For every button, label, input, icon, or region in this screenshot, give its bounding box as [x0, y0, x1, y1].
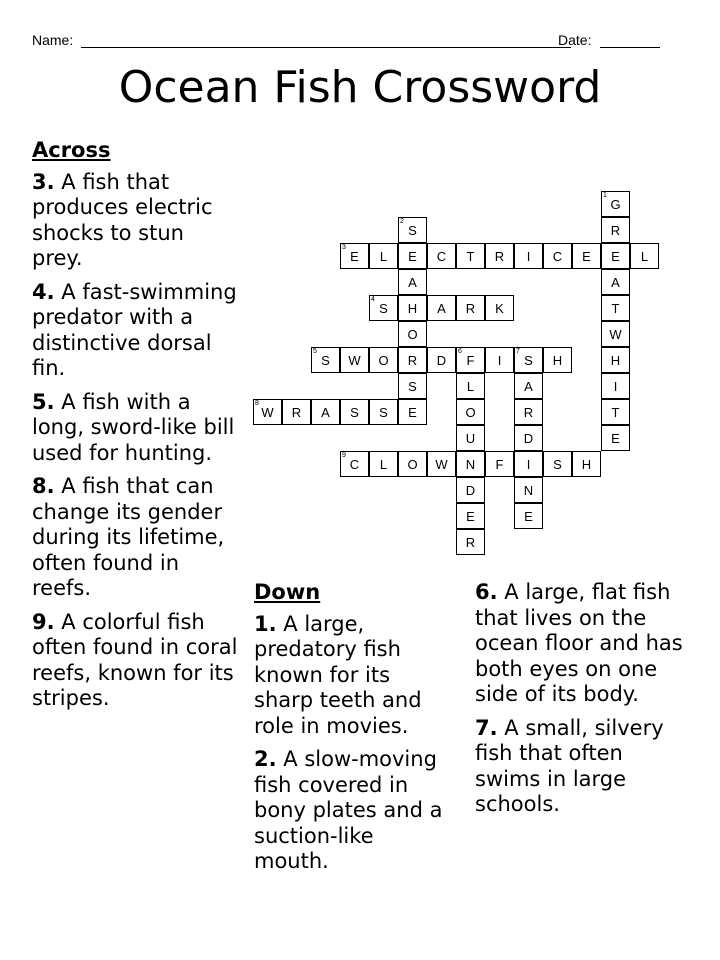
- grid-cell: [514, 477, 543, 503]
- grid-cell: [398, 451, 427, 477]
- clue-down-7: [475, 716, 690, 818]
- grid-cell: [369, 451, 398, 477]
- grid-cell: [514, 451, 543, 477]
- cell-letter: U: [465, 430, 476, 446]
- clue-text: A large, predatory fish known for its sharp teeth and role in movies.: [254, 611, 422, 738]
- cell-letter: I: [613, 378, 618, 394]
- grid-cell: [456, 503, 485, 529]
- clue-text: A small, silvery fish that often swims in large schools.: [475, 715, 664, 816]
- across-clues: [32, 138, 238, 720]
- cell-letter: S: [379, 300, 388, 316]
- cell-letter: W: [435, 456, 448, 472]
- cell-letter: D: [436, 352, 447, 368]
- cell-letter: A: [611, 274, 620, 290]
- cell-letter: E: [611, 430, 620, 446]
- cell-letter: R: [407, 352, 418, 368]
- cell-number: 3: [342, 244, 346, 251]
- clue-text: A slow-moving fish covered in bony plates and a suction-like mouth.: [254, 747, 443, 873]
- cell-letter: R: [465, 534, 476, 550]
- cell-letter: D: [465, 482, 476, 498]
- grid-cell: [601, 191, 630, 217]
- cell-letter: A: [524, 378, 533, 394]
- grid-cell: [253, 399, 282, 425]
- grid-cell: [369, 399, 398, 425]
- cell-letter: O: [407, 456, 418, 472]
- clue-text: A fish that can change its gender during its lifetime, often found in reefs.: [32, 474, 225, 600]
- cell-letter: H: [407, 300, 418, 316]
- grid-cell: [485, 295, 514, 321]
- cell-number: 2: [400, 218, 404, 225]
- grid-cell: [601, 243, 630, 269]
- grid-cell: [340, 243, 369, 269]
- cell-number: 7: [516, 348, 520, 355]
- cell-letter: I: [526, 248, 531, 264]
- cell-letter: T: [466, 248, 475, 264]
- grid-cell: [456, 243, 485, 269]
- cell-letter: E: [466, 508, 475, 524]
- grid-cell: [340, 399, 369, 425]
- cell-number: 6: [458, 348, 462, 355]
- clue-text: A colorful fish often found in coral reefs, known for its stripes.: [32, 609, 238, 710]
- clue-number: 6.: [475, 580, 498, 604]
- clue-text: A fish that produces electric shocks to stun prey.: [32, 169, 213, 270]
- cell-letter: L: [640, 248, 649, 264]
- grid-cell: [398, 217, 427, 243]
- cell-letter: O: [378, 352, 389, 368]
- cell-letter: R: [610, 222, 621, 238]
- grid-cell: [282, 399, 311, 425]
- cell-letter: C: [349, 456, 360, 472]
- grid-cell: [485, 243, 514, 269]
- grid-cell: [369, 243, 398, 269]
- cell-letter: S: [379, 404, 388, 420]
- cell-letter: N: [523, 482, 534, 498]
- cell-number: 4: [371, 296, 375, 303]
- cell-letter: S: [408, 222, 417, 238]
- cell-letter: C: [552, 248, 563, 264]
- page-title: Ocean Fish Crossword: [118, 62, 602, 113]
- cell-letter: H: [610, 352, 621, 368]
- grid-cell: [601, 399, 630, 425]
- cell-letter: K: [495, 300, 504, 316]
- cell-letter: C: [436, 248, 447, 264]
- grid-cell: [398, 399, 427, 425]
- grid-cell: [456, 373, 485, 399]
- clue-number: 5.: [32, 389, 55, 414]
- cell-letter: E: [350, 248, 359, 264]
- cell-number: 1: [603, 192, 607, 199]
- grid-cell: [398, 347, 427, 373]
- cell-letter: S: [553, 456, 562, 472]
- grid-cell: [630, 243, 659, 269]
- cell-letter: T: [611, 404, 620, 420]
- clue-across-3: [32, 170, 238, 272]
- clue-text: A fast-swimming predator with a distinctive dorsal fin.: [32, 279, 237, 380]
- grid-cell: [543, 243, 572, 269]
- grid-cell: [456, 529, 485, 555]
- grid-cell: [427, 295, 456, 321]
- grid-cell: [514, 425, 543, 451]
- grid-cell: [514, 399, 543, 425]
- grid-cell: [340, 451, 369, 477]
- grid-cell: [427, 243, 456, 269]
- grid-cell: [398, 321, 427, 347]
- cell-letter: I: [497, 352, 502, 368]
- cell-letter: S: [408, 378, 417, 394]
- grid-cell: [572, 243, 601, 269]
- grid-cell: [311, 399, 340, 425]
- grid-cell: [369, 347, 398, 373]
- cell-letter: S: [321, 352, 330, 368]
- grid-cell: [601, 269, 630, 295]
- cell-letter: A: [437, 300, 446, 316]
- cell-letter: E: [611, 248, 620, 264]
- cell-number: 8: [255, 400, 259, 407]
- clue-number: 1.: [254, 611, 277, 636]
- down-clues-continued: [475, 580, 690, 826]
- grid-cell: [427, 451, 456, 477]
- grid-cell: [601, 295, 630, 321]
- cell-letter: T: [611, 300, 620, 316]
- clue-number: 9.: [32, 609, 55, 634]
- cell-letter: S: [524, 352, 533, 368]
- clue-number: 4.: [32, 279, 55, 304]
- down-clues: [254, 580, 450, 883]
- clue-number: 8.: [32, 474, 55, 498]
- clue-across-9: [32, 610, 238, 712]
- cell-letter: L: [379, 456, 388, 472]
- clue-text: A large, flat fish that lives on the ocean floor and has both eyes on one side of its body.: [475, 580, 683, 706]
- grid-cell: [456, 425, 485, 451]
- cell-letter: W: [261, 404, 274, 420]
- cell-letter: S: [350, 404, 359, 420]
- cell-letter: E: [408, 248, 417, 264]
- cell-letter: F: [466, 352, 475, 368]
- cell-letter: A: [408, 274, 417, 290]
- cell-letter: H: [552, 352, 563, 368]
- name-label: Name:: [32, 32, 74, 48]
- grid-cell: [398, 243, 427, 269]
- cell-letter: F: [495, 456, 504, 472]
- clue-across-4: [32, 280, 238, 382]
- cell-letter: E: [524, 508, 533, 524]
- grid-cell: [572, 451, 601, 477]
- cell-letter: R: [465, 300, 476, 316]
- grid-cell: [369, 295, 398, 321]
- grid-cell: [514, 503, 543, 529]
- grid-cell: [543, 347, 572, 373]
- cell-letter: W: [348, 352, 361, 368]
- cell-letter: A: [321, 404, 330, 420]
- cell-number: 5: [313, 348, 317, 355]
- grid-cell: [601, 321, 630, 347]
- clue-down-6: [475, 580, 690, 708]
- cell-letter: O: [465, 404, 476, 420]
- grid-cell: [456, 399, 485, 425]
- cell-letter: R: [291, 404, 302, 420]
- clue-number: 7.: [475, 715, 498, 740]
- grid-cell: [601, 425, 630, 451]
- across-heading: Across: [32, 138, 111, 162]
- grid-cell: [601, 347, 630, 373]
- grid-cell: [514, 373, 543, 399]
- clue-across-5: [32, 390, 238, 467]
- grid-cell: [601, 373, 630, 399]
- clue-text: A fish with a long, sword-like bill used for hunting.: [32, 389, 235, 465]
- grid-cell: [311, 347, 340, 373]
- grid-cell: [456, 451, 485, 477]
- grid-cell: [456, 347, 485, 373]
- cell-letter: H: [581, 456, 592, 472]
- grid-cell: [485, 451, 514, 477]
- clue-down-1: [254, 612, 450, 740]
- grid-cell: [456, 477, 485, 503]
- cell-letter: D: [523, 430, 534, 446]
- grid-cell: [485, 347, 514, 373]
- grid-cell: [427, 347, 456, 373]
- clue-across-8: [32, 474, 238, 602]
- down-heading: Down: [254, 580, 321, 604]
- grid-cell: [543, 451, 572, 477]
- clue-number: 2.: [254, 747, 277, 771]
- cell-letter: L: [379, 248, 388, 264]
- cell-letter: E: [408, 404, 417, 420]
- grid-cell: [601, 217, 630, 243]
- clue-down-2: [254, 747, 450, 875]
- cell-letter: I: [526, 456, 531, 472]
- cell-letter: R: [494, 248, 505, 264]
- cell-letter: G: [610, 196, 621, 212]
- grid-cell: [340, 347, 369, 373]
- cell-number: 9: [342, 452, 346, 459]
- cell-letter: R: [523, 404, 534, 420]
- date-label: Date:: [558, 32, 592, 48]
- grid-cell: [456, 295, 485, 321]
- cell-letter: W: [609, 326, 622, 342]
- cell-letter: E: [582, 248, 591, 264]
- grid-cell: [398, 269, 427, 295]
- grid-cell: [514, 347, 543, 373]
- grid-cell: [514, 243, 543, 269]
- cell-letter: O: [407, 326, 418, 342]
- cell-letter: N: [465, 456, 476, 472]
- grid-cell: [398, 295, 427, 321]
- grid-cell: [398, 373, 427, 399]
- cell-letter: L: [466, 378, 475, 394]
- clue-number: 3.: [32, 169, 55, 194]
